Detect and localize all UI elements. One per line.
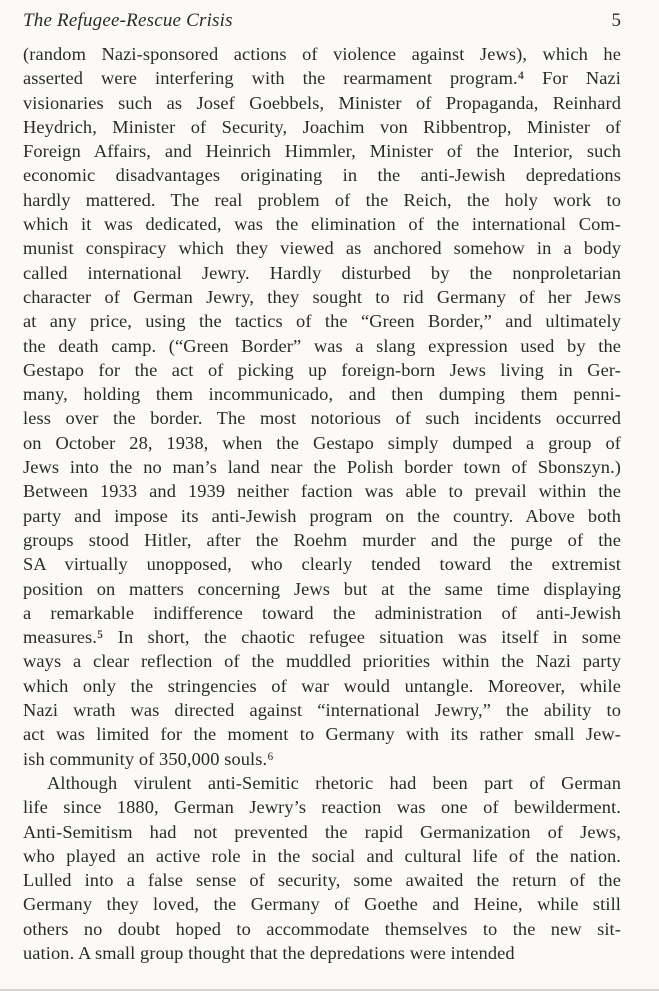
text-line: SA virtually unopposed, who clearly tended toward the extremist (23, 554, 621, 575)
text-line: which it was dedicated, was the elimination of the international Com- (23, 214, 621, 235)
body-text (23, 42, 621, 965)
text-line: munist conspiracy which they viewed as anchored somehow in a body (23, 238, 621, 259)
text-line: Foreign Affairs, and Heinrich Himmler, Minister of the Interior, such (23, 141, 621, 162)
paragraph-2 (23, 771, 621, 965)
text-line: economic disadvantages originating in the anti-Jewish depredations (23, 165, 621, 186)
text-line: uation. A small group thought that the depredations were intended (23, 942, 515, 963)
text-line: many, holding them incommunicado, and then dumping them penni- (23, 384, 621, 405)
text-line: position on matters concerning Jews but at the same time displaying (23, 578, 621, 599)
text-line: others no doubt hoped to accommodate themselves to the new sit- (23, 918, 621, 939)
text-line: who played an active role in the social and cultural life of the nation. (23, 845, 621, 866)
book-page (23, 0, 621, 991)
text-line: asserted were interfering with the rearmament program.⁴ For Nazi (23, 68, 621, 89)
text-line: groups stood Hitler, after the Roehm murder and the purge of the (23, 529, 621, 550)
text-line: Although virulent anti-Semitic rhetoric had been part of German (47, 772, 621, 793)
running-header (23, 0, 621, 32)
text-line: hardly mattered. The real problem of the Reich, the holy work to (23, 189, 621, 210)
text-line: Anti-Semitism had not prevented the rapid Germanization of Jews, (23, 821, 621, 842)
text-line: character of German Jewry, they sought to rid Germany of her Jews (23, 286, 621, 307)
text-line: called international Jewry. Hardly disturbed by the nonproletarian (23, 262, 621, 283)
text-line: ish community of 350,000 souls.⁶ (23, 748, 274, 769)
page-number: 5 (611, 10, 621, 31)
text-line: Jews into the no man’s land near the Polish border town of Sbonszyn.) (23, 457, 621, 478)
text-line: party and impose its anti-Jewish program on the country. Above both (23, 505, 621, 526)
text-line: Lulled into a false sense of security, some awaited the return of the (23, 870, 621, 891)
text-line: life since 1880, German Jewry’s reaction was one of bewilderment. (23, 797, 621, 818)
text-line: visionaries such as Josef Goebbels, Minister of Propaganda, Reinhard (23, 92, 621, 113)
text-line: at any price, using the tactics of the “Green Border,” and ultimately (23, 311, 621, 332)
text-line: Gestapo for the act of picking up foreign-born Jews living in Ger- (23, 359, 621, 380)
paragraph-1 (23, 42, 621, 771)
running-title: The Refugee-Rescue Crisis (23, 10, 233, 31)
text-line: Germany they loved, the Germany of Goethe and Heine, while still (23, 894, 621, 915)
text-line: a remarkable indifference toward the administration of anti-Jewish (23, 602, 621, 623)
text-line: less over the border. The most notorious of such incidents occurred (23, 408, 621, 429)
text-line: on October 28, 1938, when the Gestapo simply dumped a group of (23, 432, 621, 453)
text-line: measures.⁵ In short, the chaotic refugee situation was itself in some (23, 627, 621, 648)
text-line: ways a clear reflection of the muddled priorities within the Nazi party (23, 651, 621, 672)
text-line: Between 1933 and 1939 neither faction was able to prevail within the (23, 481, 621, 502)
text-line: (random Nazi-sponsored actions of violence against Jews), which he (23, 44, 621, 64)
text-line: the death camp. (“Green Border” was a slang expression used by the (23, 335, 621, 356)
text-line: Nazi wrath was directed against “international Jewry,” the ability to (23, 700, 621, 721)
text-line: Heydrich, Minister of Security, Joachim von Ribbentrop, Minister of (23, 116, 621, 137)
text-line: which only the stringencies of war would untangle. Moreover, while (23, 675, 621, 696)
text-line: act was limited for the moment to Germany with its rather small Jew- (23, 724, 621, 745)
